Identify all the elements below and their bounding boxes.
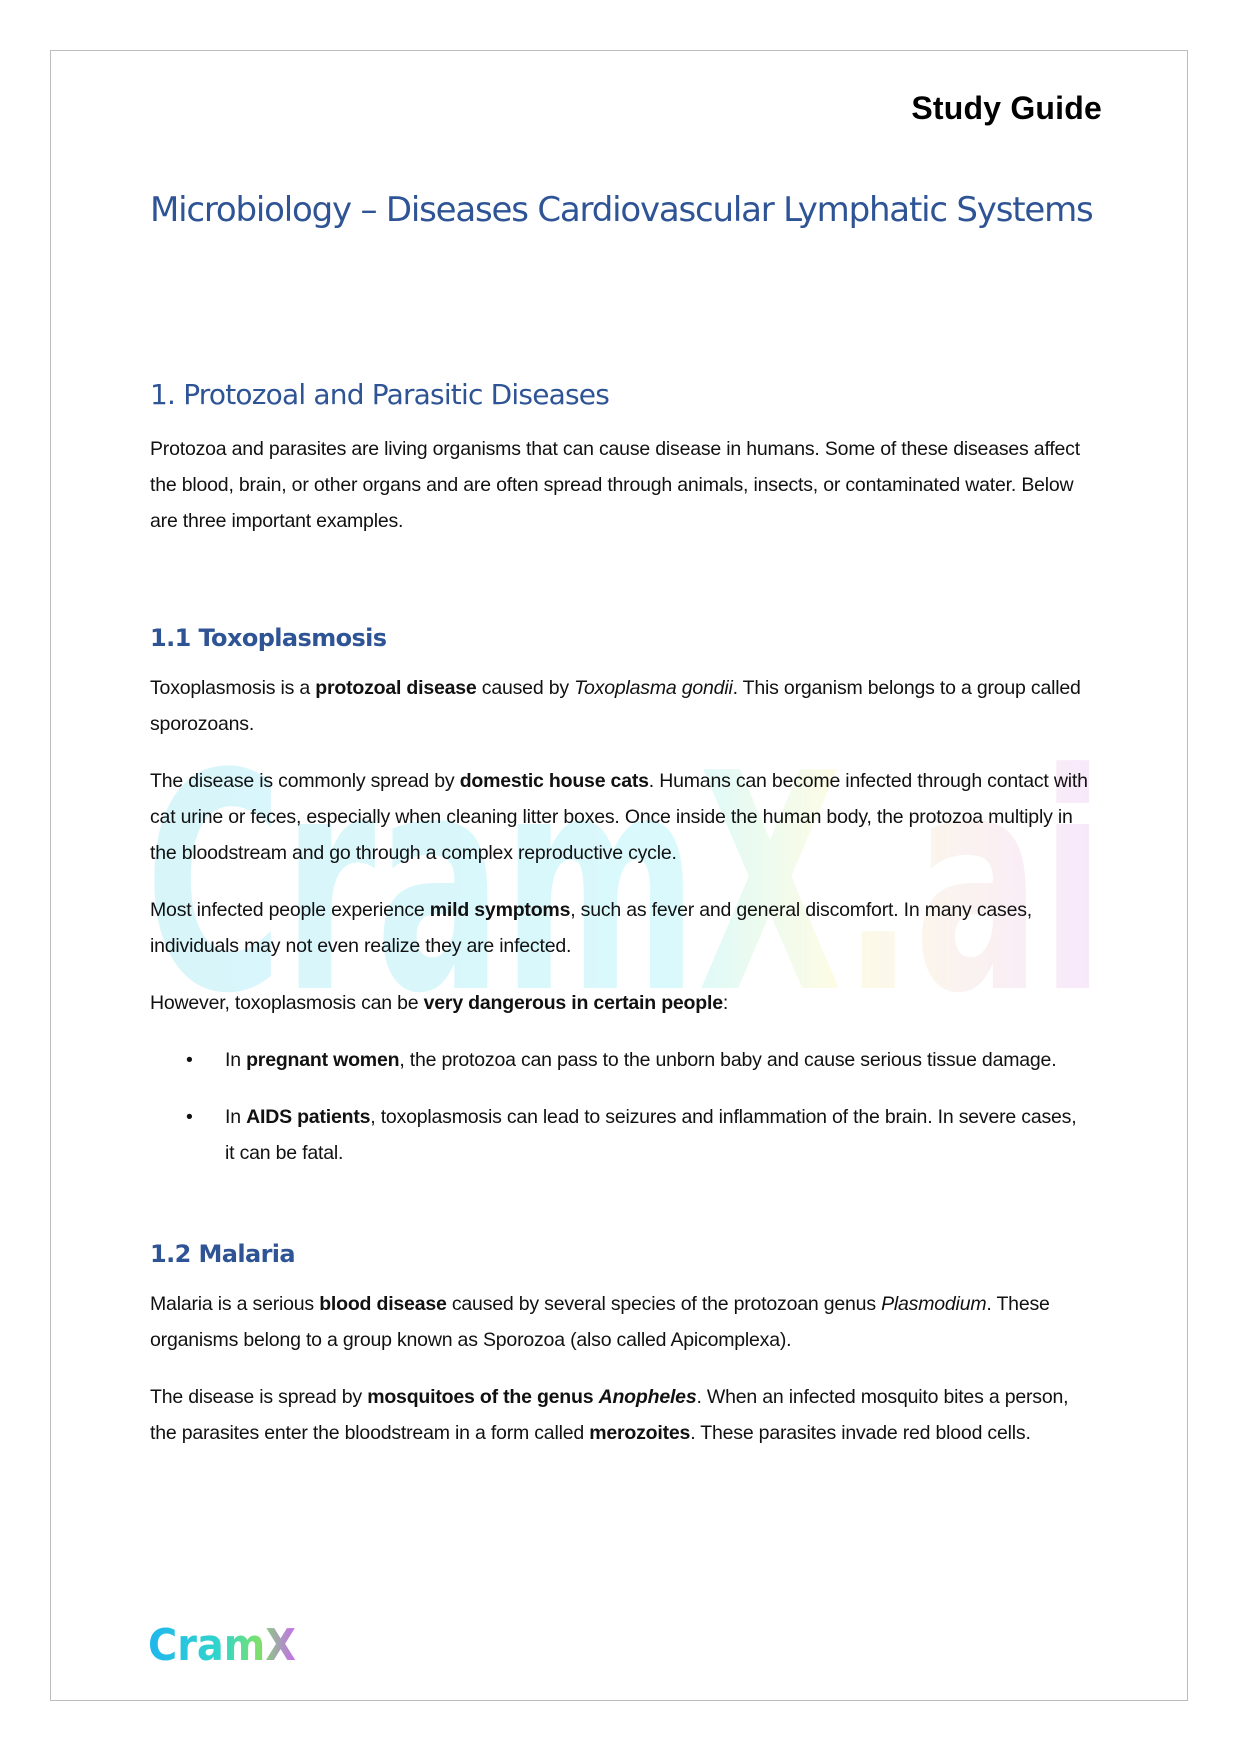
text: caused by [476, 677, 575, 699]
cramx-logo [148, 1618, 298, 1670]
bold-term: domestic house cats [459, 770, 649, 792]
bold-term: protozoal disease [315, 677, 477, 699]
toxo-paragraph-2 [150, 763, 1090, 871]
bold-term: pregnant women [246, 1049, 400, 1071]
italic-species: Toxoplasma gondii [574, 677, 733, 699]
spacer [150, 560, 1090, 624]
bold-term: very dangerous in certain people [423, 992, 723, 1014]
bullet-icon: • [186, 1049, 193, 1071]
list-item [150, 1099, 1090, 1171]
text: Toxoplasmosis is a [150, 677, 316, 699]
bold-term: mosquitoes of the genus [367, 1386, 599, 1408]
risk-groups-list [150, 1042, 1090, 1171]
bullet-icon: • [186, 1106, 193, 1128]
cramx-logo-graphic [148, 1618, 298, 1670]
section-heading: 1. Protozoal and Parasitic Diseases [150, 378, 609, 411]
bold-term: mild symptoms [429, 899, 571, 921]
text: , such as fever and general discomfort. In many cases, individuals may not even realize they are infected. [150, 899, 1032, 957]
spacer [150, 1192, 1090, 1240]
text: caused by several species of the protozoan genus [446, 1293, 882, 1315]
bold-term: merozoites [589, 1422, 691, 1444]
toxo-paragraph-4 [150, 985, 1090, 1021]
text: . These parasites invade red blood cells. [690, 1422, 1031, 1444]
text: . Humans can become infected through contact with cat urine or feces, especially when cleaning litter boxes. Once inside the human body, the protozoa multiply in the bloodstream and go through a complex reproductive cycle. [150, 770, 1088, 864]
malaria-paragraph-2 [150, 1379, 1090, 1451]
malaria-paragraph-1 [150, 1286, 1090, 1358]
text: , toxoplasmosis can lead to seizures and inflammation of the brain. In severe cases, it can be fatal. [225, 1106, 1077, 1164]
text: The disease is commonly spread by [150, 770, 460, 792]
text: . This organism belongs to a group called sporozoans. [150, 677, 1081, 735]
document-body [150, 378, 1090, 1472]
bold-term: blood disease [319, 1293, 447, 1315]
section-intro: Protozoa and parasites are living organisms that can cause disease in humans. Some of these diseases affect the blood, brain, or other organs and are often spread through animals, insects, or contaminated water. Below are three important examples. [150, 438, 1080, 532]
subsection-heading-malaria: 1.2 Malaria [150, 1240, 296, 1268]
text: . When an infected mosquito bites a person, the parasites enter the bloodstream in a form called [150, 1386, 1069, 1444]
text: , the protozoa can pass to the unborn baby and cause serious tissue damage. [399, 1049, 1057, 1071]
text: : [722, 992, 729, 1014]
document-title: Microbiology – Diseases Cardiovascular Lymphatic Systems [150, 190, 1093, 230]
text: Most infected people experience [150, 899, 430, 921]
toxo-paragraph-3 [150, 892, 1090, 964]
italic-genus: Plasmodium [881, 1293, 987, 1315]
text: In [225, 1049, 247, 1071]
text: However, toxoplasmosis can be [150, 992, 424, 1014]
bold-italic-genus: Anopheles [598, 1386, 697, 1408]
text: The disease is spread by [150, 1386, 368, 1408]
text: . These organisms belong to a group known as Sporozoa (also called Apicomplexa). [150, 1293, 1050, 1351]
subsection-heading-toxoplasmosis: 1.1 Toxoplasmosis [150, 624, 387, 652]
toxo-paragraph-1 [150, 670, 1090, 742]
text: Malaria is a serious [150, 1293, 320, 1315]
list-item [150, 1042, 1090, 1078]
logo-text: CramX [148, 1620, 297, 1670]
bold-term: AIDS patients [246, 1106, 371, 1128]
text: In [225, 1106, 247, 1128]
study-guide-label: Study Guide [911, 90, 1102, 126]
